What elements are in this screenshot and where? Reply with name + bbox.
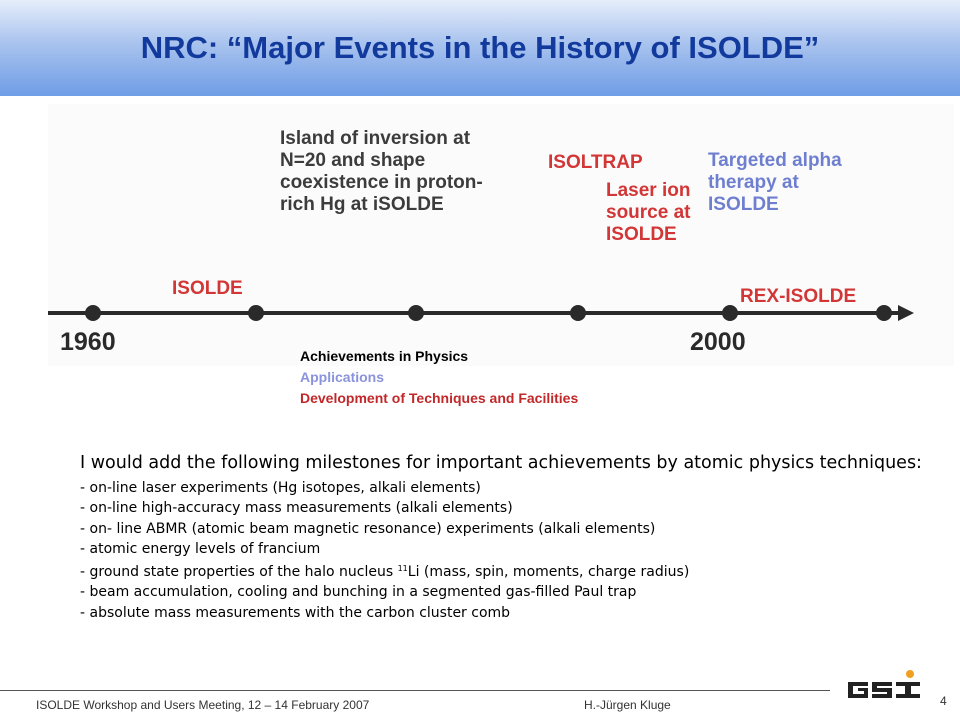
footer-author: H.-Jürgen Kluge (584, 698, 671, 712)
legend-techniques: Development of Techniques and Facilities (300, 390, 579, 406)
halo-prefix: - ground state properties of the halo nucleus (80, 564, 398, 581)
page-number: 4 (940, 694, 947, 708)
milestones-text (80, 450, 940, 623)
list-item: - atomic energy levels of francium (80, 540, 321, 557)
footer-divider (0, 690, 830, 691)
timeline-axis (48, 311, 900, 315)
timeline-arrow-head (898, 305, 914, 321)
timeline-dot (570, 305, 586, 321)
physics-milestone-label: Island of inversion at N=20 and shape coexistence in proton- rich Hg at iSOLDE (280, 128, 483, 215)
list-item: - on-line high-accuracy mass measurements (alkali elements) (80, 500, 513, 517)
list-item-halo-nucleus (80, 559, 940, 582)
list-item: - on- line ABMR (atomic beam magnetic resonance) experiments (alkali elements) (80, 520, 656, 537)
list-item: - beam accumulation, cooling and bunching in a segmented gas-filled Paul trap (80, 584, 637, 601)
alpha-therapy-label: Targeted alpha therapy at ISOLDE (708, 150, 842, 215)
slide-title: NRC: “Major Events in the History of ISOLDE” (140, 30, 820, 65)
gsi-logo (846, 668, 922, 702)
timeline-dot (876, 305, 892, 321)
legend-applications: Applications (300, 369, 385, 385)
rex-isolde-label: REX-ISOLDE (740, 286, 857, 307)
list-item: - absolute mass measurements with the carbon cluster comb (80, 604, 511, 621)
list-item: - on-line laser experiments (Hg isotopes, alkali elements) (80, 480, 481, 496)
timeline-dot (248, 305, 264, 321)
timeline-dot (85, 305, 101, 321)
timeline-dot (408, 305, 424, 321)
intro-paragraph: I would add the following milestones for important achievements by atomic physics techniques: (80, 453, 922, 473)
mass-number-superscript: 11 (397, 564, 408, 574)
halo-suffix: Li (mass, spin, moments, charge radius) (407, 564, 690, 581)
timeline-legend (300, 346, 578, 409)
year-2000: 2000 (690, 328, 746, 356)
isolde-label: ISOLDE (172, 278, 243, 299)
legend-physics: Achievements in Physics (300, 348, 469, 364)
footer-workshop: ISOLDE Workshop and Users Meeting, 12 – 14 February 2007 (36, 698, 370, 712)
year-1960: 1960 (60, 328, 116, 356)
milestone-list (80, 478, 940, 623)
title-bar (0, 0, 960, 96)
laser-ion-source-label: Laser ion source at ISOLDE (606, 180, 691, 245)
isoltrap-label: ISOLTRAP (548, 152, 643, 173)
timeline-dot (722, 305, 738, 321)
timeline-figure (48, 104, 954, 366)
